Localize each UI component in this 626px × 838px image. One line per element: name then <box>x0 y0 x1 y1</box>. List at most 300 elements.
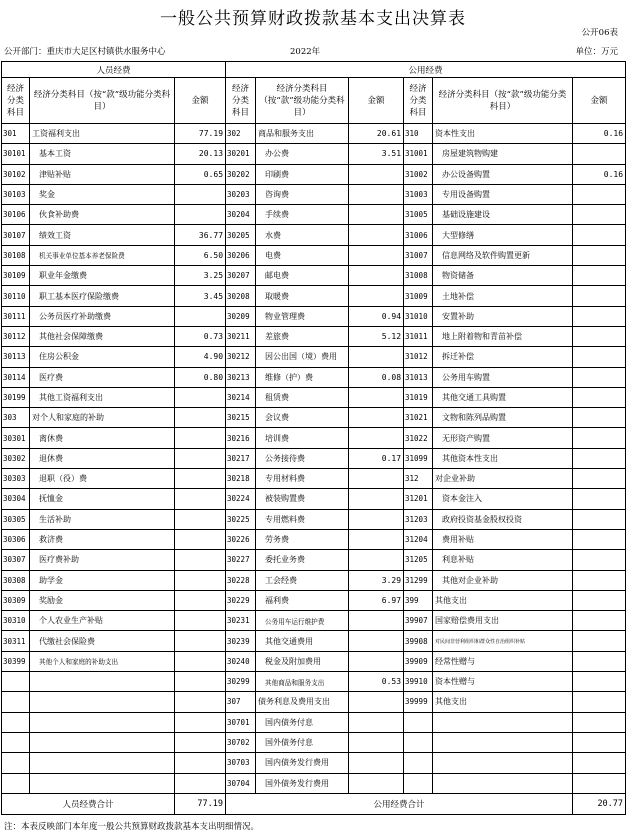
currency-unit: 单位：万元 <box>575 47 618 57</box>
header-amount: 金额 <box>349 78 404 124</box>
cell-name: 医疗费 <box>30 367 175 387</box>
cell-amount <box>349 225 404 245</box>
cell-amount <box>573 773 626 793</box>
cell-amount: 3.29 <box>349 570 404 590</box>
cell-name: 救济费 <box>30 529 175 549</box>
table-row <box>2 753 626 773</box>
cell-code: 30110 <box>2 286 30 306</box>
cell-amount <box>573 469 626 489</box>
cell-name: 电费 <box>256 245 349 265</box>
cell-code: 30224 <box>226 489 256 509</box>
cell-code: 31019 <box>404 387 433 407</box>
department-label: 公开部门：重庆市大足区村镇供水服务中心 <box>4 47 166 57</box>
cell-name: 公务用车运行维护费 <box>256 611 349 631</box>
cell-amount <box>349 489 404 509</box>
cell-code: 30225 <box>226 509 256 529</box>
cell-amount <box>573 672 626 692</box>
cell-name: 专用燃料费 <box>256 509 349 529</box>
cell-amount <box>349 266 404 286</box>
cell-amount <box>573 184 626 204</box>
cell-name: 退休费 <box>30 448 175 468</box>
cell-code: 31003 <box>404 184 433 204</box>
cell-amount <box>349 732 404 752</box>
cell-name: 土地补偿 <box>433 286 573 306</box>
cell-amount <box>175 509 226 529</box>
cell-name: 其他交通费用 <box>256 631 349 651</box>
cell-name: 培训费 <box>256 428 349 448</box>
cell-amount <box>349 184 404 204</box>
table-row <box>2 570 626 590</box>
cell-amount: 6.50 <box>175 245 226 265</box>
cell-code: 30106 <box>2 205 30 225</box>
table-row <box>2 550 626 570</box>
cell-amount <box>349 529 404 549</box>
table-row <box>2 489 626 509</box>
cell-amount: 3.25 <box>175 266 226 286</box>
cell-name: 被装购置费 <box>256 489 349 509</box>
cell-code: 30228 <box>226 570 256 590</box>
cell-amount <box>175 611 226 631</box>
cell-code: 307 <box>226 692 256 712</box>
table-row <box>2 448 626 468</box>
cell-code <box>2 712 30 732</box>
cell-amount <box>175 550 226 570</box>
cell-amount <box>573 205 626 225</box>
cell-amount <box>573 387 626 407</box>
cell-name: 房屋建筑物购建 <box>433 144 573 164</box>
cell-code: 303 <box>2 408 30 428</box>
cell-amount: 0.53 <box>349 672 404 692</box>
cell-amount <box>573 489 626 509</box>
cell-name: 其他资本性支出 <box>433 448 573 468</box>
cell-name: 生活补助 <box>30 509 175 529</box>
cell-amount <box>573 448 626 468</box>
cell-code: 31010 <box>404 306 433 326</box>
cell-name: 基本工资 <box>30 144 175 164</box>
cell-name: 地上附着物和青苗补偿 <box>433 326 573 346</box>
cell-name: 劳务费 <box>256 529 349 549</box>
cell-code: 30310 <box>2 611 30 631</box>
cell-code: 30239 <box>226 631 256 651</box>
header-amount: 金额 <box>573 78 626 124</box>
cell-amount <box>573 225 626 245</box>
cell-name: 维修（护）费 <box>256 367 349 387</box>
cell-amount: 3.45 <box>175 286 226 306</box>
table-row <box>2 408 626 428</box>
cell-code: 31002 <box>404 164 433 184</box>
expenditure-table <box>1 61 626 815</box>
header-code: 经济分类科目 <box>404 78 433 124</box>
cell-amount: 0.17 <box>349 448 404 468</box>
cell-code: 301 <box>2 124 30 144</box>
table-row <box>2 245 626 265</box>
cell-name: 医疗费补助 <box>30 550 175 570</box>
cell-amount <box>175 631 226 651</box>
cell-code: 30702 <box>226 732 256 752</box>
cell-name: 助学金 <box>30 570 175 590</box>
cell-name: 大型修缮 <box>433 225 573 245</box>
cell-name: 公务员医疗补助缴费 <box>30 306 175 326</box>
cell-code: 30704 <box>226 773 256 793</box>
cell-name: 伙食补助费 <box>30 205 175 225</box>
table-row <box>2 469 626 489</box>
cell-code: 39907 <box>404 611 433 631</box>
cell-name <box>30 672 175 692</box>
cell-code: 312 <box>404 469 433 489</box>
cell-name <box>30 732 175 752</box>
cell-code: 30231 <box>226 611 256 631</box>
cell-amount: 0.08 <box>349 367 404 387</box>
cell-name: 税金及附加费用 <box>256 651 349 671</box>
cell-code: 31022 <box>404 428 433 448</box>
cell-code: 30107 <box>2 225 30 245</box>
cell-name: 机关事业单位基本养老保险费 <box>30 245 175 265</box>
cell-amount <box>349 408 404 428</box>
cell-name: 债务利息及费用支出 <box>256 692 349 712</box>
cell-amount <box>573 306 626 326</box>
cell-name: 印刷费 <box>256 164 349 184</box>
cell-amount <box>175 387 226 407</box>
table-row <box>2 387 626 407</box>
table-row <box>2 124 626 144</box>
cell-code: 31001 <box>404 144 433 164</box>
cell-amount <box>349 387 404 407</box>
report-title: 一般公共预算财政拨款基本支出决算表 <box>160 9 466 29</box>
cell-code: 39910 <box>404 672 433 692</box>
cell-amount <box>349 469 404 489</box>
table-row <box>2 509 626 529</box>
cell-amount <box>573 408 626 428</box>
cell-name: 委托业务费 <box>256 550 349 570</box>
cell-name: 专用设备购置 <box>433 184 573 204</box>
cell-name: 水费 <box>256 225 349 245</box>
cell-name: 福利费 <box>256 590 349 610</box>
cell-amount <box>175 712 226 732</box>
cell-amount <box>175 184 226 204</box>
cell-amount <box>175 529 226 549</box>
cell-name <box>433 732 573 752</box>
cell-amount <box>573 570 626 590</box>
cell-code: 31007 <box>404 245 433 265</box>
cell-amount <box>349 428 404 448</box>
cell-name: 经常性赠与 <box>433 651 573 671</box>
cell-code: 30111 <box>2 306 30 326</box>
public-total-label: 公用经费合计 <box>226 793 573 814</box>
cell-amount <box>175 590 226 610</box>
cell-amount <box>573 286 626 306</box>
cell-name: 其他交通工具购置 <box>433 387 573 407</box>
cell-name: 其他社会保障缴费 <box>30 326 175 346</box>
cell-name: 政府投资基金股权投资 <box>433 509 573 529</box>
cell-amount <box>573 509 626 529</box>
cell-code: 30701 <box>226 712 256 732</box>
table-row <box>2 712 626 732</box>
cell-amount <box>175 570 226 590</box>
cell-code: 30102 <box>2 164 30 184</box>
cell-name: 办公费 <box>256 144 349 164</box>
cell-name: 国家赔偿费用支出 <box>433 611 573 631</box>
cell-code: 30209 <box>226 306 256 326</box>
cell-code: 30309 <box>2 590 30 610</box>
cell-code: 30215 <box>226 408 256 428</box>
cell-code: 30213 <box>226 367 256 387</box>
cell-amount <box>349 164 404 184</box>
table-row <box>2 611 626 631</box>
cell-amount <box>573 326 626 346</box>
table-row <box>2 367 626 387</box>
cell-name: 会议费 <box>256 408 349 428</box>
cell-code: 30211 <box>226 326 256 346</box>
cell-name: 对个人和家庭的补助 <box>30 408 175 428</box>
cell-amount <box>573 631 626 651</box>
cell-name: 其他商品和服务支出 <box>256 672 349 692</box>
cell-amount <box>175 469 226 489</box>
cell-name: 信息网络及软件购置更新 <box>433 245 573 265</box>
cell-name: 个人农业生产补贴 <box>30 611 175 631</box>
cell-amount <box>573 611 626 631</box>
cell-name: 对企业补助 <box>433 469 573 489</box>
cell-amount <box>175 306 226 326</box>
cell-amount <box>573 266 626 286</box>
table-row <box>2 326 626 346</box>
cell-name: 咨询费 <box>256 184 349 204</box>
cell-amount <box>573 367 626 387</box>
cell-code: 30311 <box>2 631 30 651</box>
cell-code: 39909 <box>404 651 433 671</box>
cell-amount <box>175 692 226 712</box>
personnel-total-label: 人员经费合计 <box>2 793 175 814</box>
cell-amount: 5.12 <box>349 326 404 346</box>
cell-amount: 0.80 <box>175 367 226 387</box>
cell-name: 工会经费 <box>256 570 349 590</box>
table-row <box>2 286 626 306</box>
cell-amount <box>175 205 226 225</box>
table-row <box>2 651 626 671</box>
cell-amount <box>573 428 626 448</box>
cell-name: 物资储备 <box>433 266 573 286</box>
cell-amount <box>573 347 626 367</box>
table-body <box>2 124 626 794</box>
table-row <box>2 428 626 448</box>
cell-amount: 20.61 <box>349 124 404 144</box>
cell-code: 30308 <box>2 570 30 590</box>
header-name: 经济分类科目（按“款”级功能分类科目） <box>433 78 573 124</box>
cell-code: 30217 <box>226 448 256 468</box>
cell-amount <box>573 529 626 549</box>
footnote: 注：本表反映部门本年度一般公共预算财政拨款基本支出明细情况。 <box>4 822 260 832</box>
cell-name: 资本金注入 <box>433 489 573 509</box>
cell-code: 31011 <box>404 326 433 346</box>
cell-amount <box>349 692 404 712</box>
cell-code: 30302 <box>2 448 30 468</box>
cell-name: 国内债务发行费用 <box>256 753 349 773</box>
cell-amount: 0.16 <box>573 124 626 144</box>
cell-code: 30207 <box>226 266 256 286</box>
cell-code: 31099 <box>404 448 433 468</box>
cell-name <box>433 712 573 732</box>
cell-name: 其他个人和家庭的补助支出 <box>30 651 175 671</box>
cell-amount <box>349 631 404 651</box>
cell-code: 30214 <box>226 387 256 407</box>
cell-amount <box>349 286 404 306</box>
cell-name: 津贴补贴 <box>30 164 175 184</box>
cell-name <box>433 753 573 773</box>
cell-amount <box>573 712 626 732</box>
table-row <box>2 144 626 164</box>
cell-code: 30307 <box>2 550 30 570</box>
cell-name: 取暖费 <box>256 286 349 306</box>
cell-code: 302 <box>226 124 256 144</box>
cell-amount <box>175 732 226 752</box>
cell-amount: 36.77 <box>175 225 226 245</box>
cell-name: 奖金 <box>30 184 175 204</box>
cell-name <box>30 773 175 793</box>
cell-code: 31299 <box>404 570 433 590</box>
table-row <box>2 672 626 692</box>
cell-name: 职业年金缴费 <box>30 266 175 286</box>
cell-amount <box>573 144 626 164</box>
cell-amount <box>573 692 626 712</box>
cell-amount: 77.19 <box>175 124 226 144</box>
cell-amount <box>175 408 226 428</box>
cell-code: 31013 <box>404 367 433 387</box>
cell-amount: 0.73 <box>175 326 226 346</box>
cell-name <box>433 773 573 793</box>
table-row <box>2 184 626 204</box>
cell-code: 31203 <box>404 509 433 529</box>
header-code: 经济分类科目 <box>226 78 256 124</box>
cell-code <box>2 672 30 692</box>
cell-code <box>2 753 30 773</box>
cell-amount: 0.16 <box>573 164 626 184</box>
table-row <box>2 266 626 286</box>
cell-name: 物业管理费 <box>256 306 349 326</box>
cell-code: 31205 <box>404 550 433 570</box>
cell-code: 30229 <box>226 590 256 610</box>
cell-code: 30304 <box>2 489 30 509</box>
cell-code <box>2 732 30 752</box>
group-public: 公用经费 <box>226 62 626 78</box>
cell-code: 30227 <box>226 550 256 570</box>
table-row <box>2 529 626 549</box>
cell-code: 31012 <box>404 347 433 367</box>
group-personnel: 人员经费 <box>2 62 226 78</box>
cell-name: 基础设施建设 <box>433 205 573 225</box>
cell-code: 30109 <box>2 266 30 286</box>
cell-amount <box>175 773 226 793</box>
cell-name <box>30 692 175 712</box>
public-total-amount: 20.77 <box>573 793 626 814</box>
cell-amount: 6.97 <box>349 590 404 610</box>
cell-name: 国外债务发行费用 <box>256 773 349 793</box>
header-name: 经济分类科目（按“款”级功能分类科目） <box>30 78 175 124</box>
cell-name: 离休费 <box>30 428 175 448</box>
cell-code: 31008 <box>404 266 433 286</box>
cell-amount <box>573 245 626 265</box>
cell-code: 30305 <box>2 509 30 529</box>
cell-amount <box>175 753 226 773</box>
cell-code: 39908 <box>404 631 433 651</box>
cell-amount <box>349 205 404 225</box>
cell-name: 其他支出 <box>433 692 573 712</box>
cell-name: 专用材料费 <box>256 469 349 489</box>
cell-name: 邮电费 <box>256 266 349 286</box>
cell-amount: 20.13 <box>175 144 226 164</box>
cell-code: 30226 <box>226 529 256 549</box>
cell-name: 退职（役）费 <box>30 469 175 489</box>
header-amount: 金额 <box>175 78 226 124</box>
cell-amount <box>349 245 404 265</box>
cell-name: 商品和服务支出 <box>256 124 349 144</box>
cell-code: 30216 <box>226 428 256 448</box>
cell-amount: 4.90 <box>175 347 226 367</box>
table-row <box>2 732 626 752</box>
cell-code: 30101 <box>2 144 30 164</box>
cell-code: 30218 <box>226 469 256 489</box>
cell-code: 30103 <box>2 184 30 204</box>
cell-amount <box>349 611 404 631</box>
cell-code: 30108 <box>2 245 30 265</box>
cell-name: 其他对企业补助 <box>433 570 573 590</box>
cell-code: 30299 <box>226 672 256 692</box>
cell-code: 31005 <box>404 205 433 225</box>
cell-amount: 3.51 <box>349 144 404 164</box>
cell-amount <box>175 448 226 468</box>
cell-code: 30199 <box>2 387 30 407</box>
cell-name <box>30 753 175 773</box>
cell-code: 30703 <box>226 753 256 773</box>
fiscal-year: 2022年 <box>290 47 321 57</box>
cell-name: 其他工资福利支出 <box>30 387 175 407</box>
cell-name: 其他支出 <box>433 590 573 610</box>
cell-amount <box>349 347 404 367</box>
table-row <box>2 225 626 245</box>
cell-name: 费用补贴 <box>433 529 573 549</box>
cell-code: 30306 <box>2 529 30 549</box>
cell-amount <box>349 550 404 570</box>
cell-name: 无形资产购置 <box>433 428 573 448</box>
cell-code <box>2 692 30 712</box>
cell-amount <box>175 651 226 671</box>
table-row <box>2 347 626 367</box>
cell-code: 31009 <box>404 286 433 306</box>
cell-name: 公务接待费 <box>256 448 349 468</box>
cell-amount <box>573 651 626 671</box>
cell-name: 工资福利支出 <box>30 124 175 144</box>
cell-name: 奖励金 <box>30 590 175 610</box>
cell-code <box>404 773 433 793</box>
cell-code: 30112 <box>2 326 30 346</box>
table-row <box>2 692 626 712</box>
cell-name: 国内债务付息 <box>256 712 349 732</box>
cell-code: 30205 <box>226 225 256 245</box>
form-number: 公开06表 <box>581 28 618 38</box>
cell-amount <box>349 773 404 793</box>
cell-code: 399 <box>404 590 433 610</box>
cell-name: 对民间非营利组织和群众性自治组织补贴 <box>433 631 573 651</box>
cell-code: 30301 <box>2 428 30 448</box>
cell-amount <box>573 590 626 610</box>
cell-code: 31204 <box>404 529 433 549</box>
cell-amount <box>573 753 626 773</box>
cell-name: 文物和陈列品购置 <box>433 408 573 428</box>
cell-code: 30206 <box>226 245 256 265</box>
cell-name: 手续费 <box>256 205 349 225</box>
table-row <box>2 631 626 651</box>
cell-code: 30203 <box>226 184 256 204</box>
cell-name: 公务用车购置 <box>433 367 573 387</box>
cell-name: 资本性支出 <box>433 124 573 144</box>
